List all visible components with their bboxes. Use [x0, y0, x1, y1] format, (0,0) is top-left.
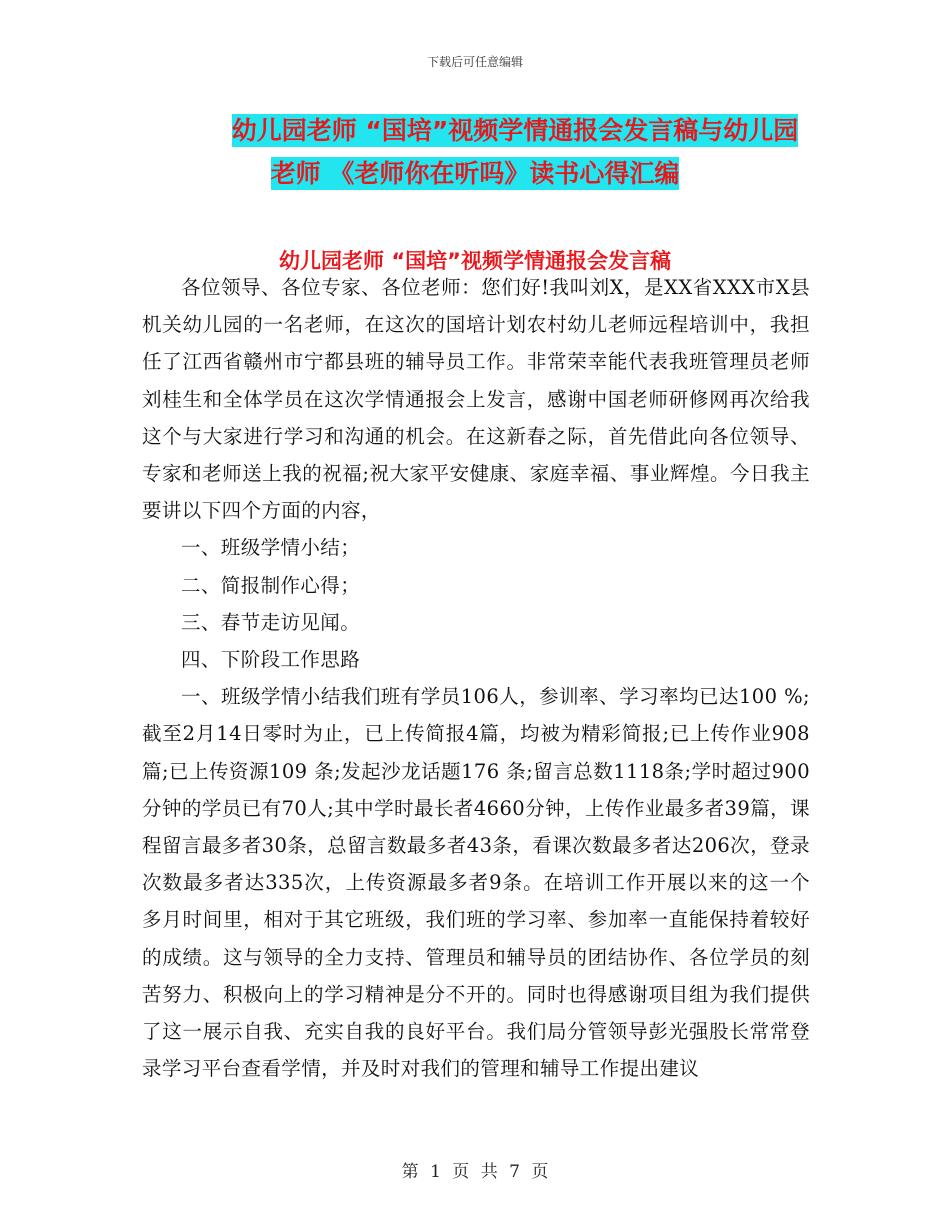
paragraph-greeting: 各位领导、各位专家、各位老师：您们好!我叫刘X，是XX省XXX市X县机关幼儿园的一名老师，在这次的国培计划农村幼儿老师远程培训中，我担任了江西省赣州市宁都县班的辅导员工作。非常荣幸能代表我班管理员老师刘桂生和全体学员在这次学情通报会上发言，感谢中国老师研修网再次给我这个与大家进行学习和沟通的机会。在这新春之际，首先借此向各位领导、专家和老师送上我的祝福;祝大家平安健康、家庭幸福、事业辉煌。今日我主要讲以下四个方面的内容，	[142, 276, 810, 523]
page-footer: 第 1 页 共 7 页	[401, 1162, 549, 1182]
paragraph-summary: 一、班级学情小结我们班有学员106人，参训率、学习率均已达100 %;截至2月14日零时为止，已上传简报4篇，均被为精彩简报;已上传作业908篇;已上传资源109 条;发起沙龙话题176 条;留言总数1118条;学时超过900分钟的学员已有70人;其中学时最长者4660分钟，上传作业最多者39篇，课程留言最多者30条，总留言数最多者43条，看课次数最多者达206次，登录次数最多者达335次，上传资源最多者9条。在培训工作开展以来的这一个多月时间里，相对于其它班级，我们班的学习率、参加率一直能保持着较好的成绩。这与领导的全力支持、管理员和辅导员的团结协作、各位学员的刻苦努力、积极向上的学习精神是分不开的。同时也得感谢项目组为我们提供了这一展示自我、充实自我的良好平台。我们局分管领导彭光强股长常常登录学习平台查看学情，并及时对我们的管理和辅导工作提出建议	[142, 685, 810, 1081]
paragraph-item-4: 四、下阶段工作思路	[181, 648, 361, 672]
paragraph-item-1: 一、班级学情小结；	[181, 536, 361, 560]
document-title-line-1	[40, 112, 950, 150]
body-text	[142, 269, 810, 1087]
paragraph-item-3: 三、春节走访见闻。	[181, 610, 361, 634]
section-title: 幼儿园老师 “国培”视频学情通报会发言稿	[279, 249, 671, 273]
document-title-line-2	[0, 155, 950, 193]
document-title-line-1-text: 幼儿园老师 “国培”视频学情通报会发言稿与幼儿园	[231, 116, 799, 145]
document-title-line-2-text: 老师 《老师你在听吗》读书心得汇编	[270, 159, 680, 188]
paragraph-item-2: 二、简报制作心得；	[181, 573, 361, 597]
header-note: 下载后可任意编辑	[426, 55, 523, 69]
